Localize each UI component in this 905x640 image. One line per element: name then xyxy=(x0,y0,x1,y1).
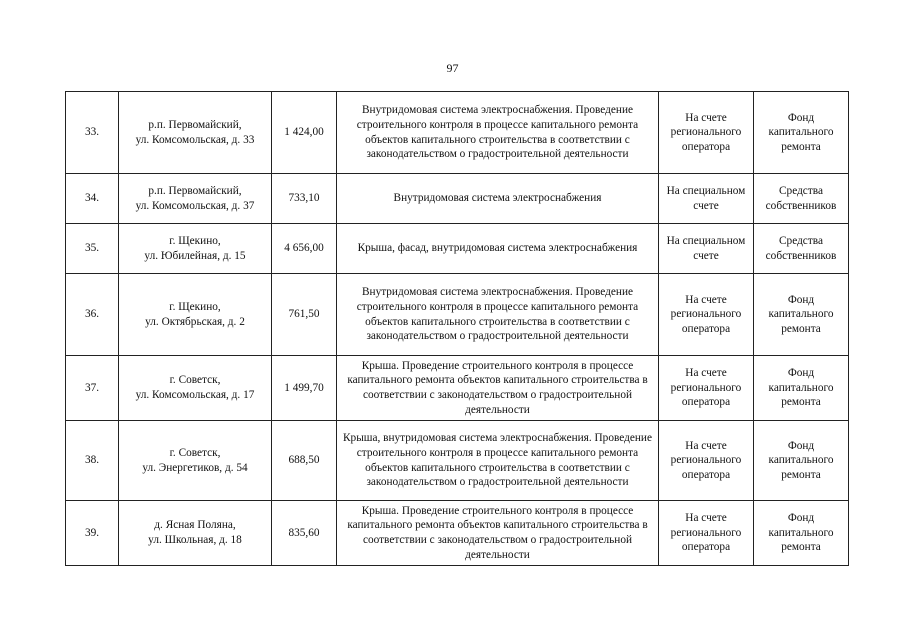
address-cell xyxy=(119,274,272,356)
address-street: ул. Комсомольская, д. 33 xyxy=(135,133,255,146)
address-cell xyxy=(119,421,272,501)
address-locality: р.п. Первомайский, xyxy=(148,118,242,131)
address-street: ул. Октябрьская, д. 2 xyxy=(145,315,245,328)
account-type-cell: На счете регионального оператора xyxy=(659,501,754,566)
area-cell: 1 424,00 xyxy=(272,92,337,174)
funding-source-cell: Фонд капитального ремонта xyxy=(754,274,849,356)
area-cell: 761,50 xyxy=(272,274,337,356)
address-street: ул. Школьная, д. 18 xyxy=(148,534,242,546)
area-cell: 733,10 xyxy=(272,174,337,224)
address-locality: г. Щекино, xyxy=(169,234,221,247)
row-number-cell: 35. xyxy=(66,224,119,274)
area-cell: 688,50 xyxy=(272,421,337,501)
table-row xyxy=(66,274,849,356)
area-cell: 4 656,00 xyxy=(272,224,337,274)
work-description-cell: Крыша, фасад, внутридомовая система электроснабжения xyxy=(337,224,659,274)
area-cell: 835,60 xyxy=(272,501,337,566)
funding-source-cell: Фонд капитального ремонта xyxy=(754,92,849,174)
address-locality: д. Ясная Поляна, xyxy=(154,519,236,532)
account-type-cell: На специальном счете xyxy=(659,224,754,274)
funding-source-cell: Средства собственников xyxy=(754,224,849,274)
account-type-cell: На счете регионального оператора xyxy=(659,92,754,174)
table-row xyxy=(66,174,849,224)
row-number-cell: 34. xyxy=(66,174,119,224)
page-number: 97 xyxy=(446,61,459,75)
address-street: ул. Юбилейная, д. 15 xyxy=(144,249,246,262)
row-number-cell: 39. xyxy=(66,501,119,566)
address-locality: г. Советск, xyxy=(169,374,221,387)
address-locality: р.п. Первомайский, xyxy=(148,184,242,197)
table-row xyxy=(66,224,849,274)
address-cell xyxy=(119,174,272,224)
work-description-cell: Крыша. Проведение строительного контроля в процессе капитального ремонта объектов капитального строительства в соответствии с законодательством о градостроительной деятельности xyxy=(337,356,659,421)
address-cell xyxy=(119,501,272,566)
work-description-cell: Внутридомовая система электроснабжения. Проведение строительного контроля в процессе капитального ремонта объектов капитального строительства в соответствии с законодательством о градостроительной деятельности xyxy=(337,92,659,174)
funding-source-cell: Фонд капитального ремонта xyxy=(754,356,849,421)
funding-source-cell: Средства собственников xyxy=(754,174,849,224)
table-row xyxy=(66,92,849,174)
row-number-cell: 38. xyxy=(66,421,119,501)
address-street: ул. Комсомольская, д. 37 xyxy=(135,199,255,212)
table-row xyxy=(66,421,849,501)
account-type-cell: На счете регионального оператора xyxy=(659,421,754,501)
repair-program-table xyxy=(65,91,849,566)
row-number-cell: 33. xyxy=(66,92,119,174)
table-row xyxy=(66,501,849,566)
account-type-cell: На счете регионального оператора xyxy=(659,356,754,421)
table-row xyxy=(66,356,849,421)
address-locality: г. Щекино, xyxy=(169,300,221,313)
address-cell xyxy=(119,224,272,274)
area-cell: 1 499,70 xyxy=(272,356,337,421)
account-type-cell: На специальном счете xyxy=(659,174,754,224)
funding-source-cell: Фонд капитального ремонта xyxy=(754,421,849,501)
work-description-cell: Крыша. Проведение строительного контроля в процессе капитального ремонта объектов капитального строительства в соответствии с законодательством о градостроительной деятельности xyxy=(337,501,659,566)
address-cell xyxy=(119,356,272,421)
account-type-cell: На счете регионального оператора xyxy=(659,274,754,356)
work-description-cell: Внутридомовая система электроснабжения. Проведение строительного контроля в процессе капитального ремонта объектов капитального строительства в соответствии с законодательством о градостроительной деятельности xyxy=(337,274,659,356)
funding-source-cell: Фонд капитального ремонта xyxy=(754,501,849,566)
row-number-cell: 36. xyxy=(66,274,119,356)
address-cell xyxy=(119,92,272,174)
address-locality: г. Советск, xyxy=(169,446,221,459)
work-description-cell: Крыша, внутридомовая система электроснабжения. Проведение строительного контроля в процессе капитального ремонта объектов капитального строительства в соответствии с законодательством о градостроительной деятельности xyxy=(337,421,659,501)
row-number-cell: 37. xyxy=(66,356,119,421)
address-street: ул. Комсомольская, д. 17 xyxy=(135,389,255,401)
work-description-cell: Внутридомовая система электроснабжения xyxy=(337,174,659,224)
address-street: ул. Энергетиков, д. 54 xyxy=(142,461,248,474)
